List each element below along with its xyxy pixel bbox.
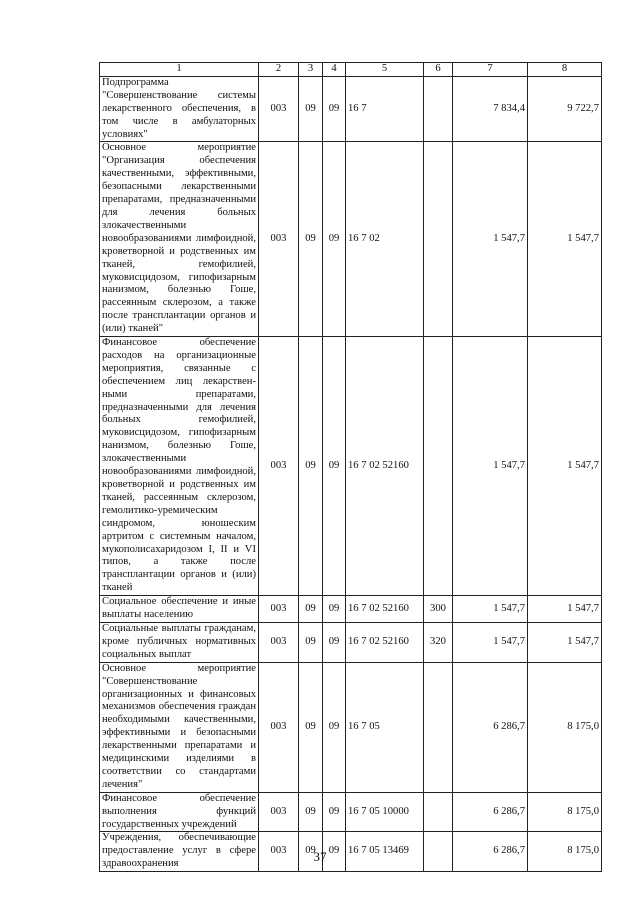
subsection-code: 09 [323,596,346,623]
amount-year-1: 6 286,7 [453,832,528,872]
table-row [100,76,602,142]
item-name: Основное мероприятие "Организация обеспечения качественными, эффективными, безопасными лекарственными препаратами, предназначенными для лечения больных злокачественными новообразованиями лимфоидной, кроветворной и родственных им тканей, гемофилией, муковисцидозом, гипофизарным нанизмом, болезнью Гоше, рассеянным склерозом, а также после трансплантации органов и (или) тканей" [100,142,259,337]
table-row [100,596,602,623]
column-header: 2 [259,63,299,77]
amount-year-2: 8 175,0 [528,832,602,872]
target-code: 16 7 [346,76,424,142]
item-name: Финансовое обеспечение расходов на организационные мероприятия, связанные с обеспечением лиц лекарствен-ными препаратами, предназначенными для лечения больных гемофилией, муковисцидозом, гипофизарным нанизмом, болезнью Гоше, злокачественными новообразованиями лимфоидной, кроветворной и родственных им тканей, рассеянным склерозом, гемолитико-уремическим синдромом, юношеским артритом с системным началом, мукополисахаридозом I, II и VI типов, а также после трансплантации органов и (или) тканей [100,337,259,596]
admin-code: 003 [259,76,299,142]
section-code: 09 [299,622,323,662]
subsection-code: 09 [323,792,346,832]
item-name: Основное мероприятие "Совершенствование организационных и финансовых механизмов обеспечения граждан необходимыми качественными, эффективными и безопасными лекарственными препаратами и медицинскими изделиями в соответствии со стандартами лечения" [100,662,259,792]
admin-code: 003 [259,622,299,662]
admin-code: 003 [259,832,299,872]
admin-code: 003 [259,337,299,596]
table-header-row [100,63,602,77]
expense-type [424,76,453,142]
subsection-code: 09 [323,662,346,792]
target-code: 16 7 02 52160 [346,337,424,596]
expense-type [424,792,453,832]
table-row [100,662,602,792]
amount-year-1: 6 286,7 [453,662,528,792]
column-header: 3 [299,63,323,77]
target-code: 16 7 02 52160 [346,622,424,662]
admin-code: 003 [259,142,299,337]
subsection-code: 09 [323,76,346,142]
column-header: 8 [528,63,602,77]
target-code: 16 7 05 13469 [346,832,424,872]
amount-year-1: 1 547,7 [453,622,528,662]
item-name: Учреждения, обеспечивающие предоставление услуг в сфере здравоохранения [100,832,259,872]
section-code: 09 [299,76,323,142]
table-row [100,792,602,832]
target-code: 16 7 02 [346,142,424,337]
target-code: 16 7 05 10000 [346,792,424,832]
expense-type [424,142,453,337]
section-code: 09 [299,832,323,872]
subsection-code: 09 [323,142,346,337]
column-header: 4 [323,63,346,77]
section-code: 09 [299,596,323,623]
section-code: 09 [299,337,323,596]
item-name: Подпрограмма "Совершенствование системы лекарственного обеспечения, в том числе в амбулаторных условиях" [100,76,259,142]
target-code: 16 7 02 52160 [346,596,424,623]
amount-year-2: 8 175,0 [528,792,602,832]
table-row [100,142,602,337]
amount-year-2: 1 547,7 [528,142,602,337]
column-header: 5 [346,63,424,77]
expense-type [424,337,453,596]
item-name: Социальные выплаты гражданам, кроме публичных нормативных социальных выплат [100,622,259,662]
subsection-code: 09 [323,337,346,596]
expense-type [424,662,453,792]
admin-code: 003 [259,792,299,832]
section-code: 09 [299,662,323,792]
column-header: 7 [453,63,528,77]
column-header: 1 [100,63,259,77]
admin-code: 003 [259,662,299,792]
expense-type: 320 [424,622,453,662]
item-name: Финансовое обеспечение выполнения функций государственных учреждений [100,792,259,832]
section-code: 09 [299,142,323,337]
amount-year-1: 1 547,7 [453,142,528,337]
expense-type: 300 [424,596,453,623]
page-number: 37 [313,849,327,864]
item-name: Социальное обеспечение и иные выплаты населению [100,596,259,623]
budget-table [99,62,602,872]
amount-year-1: 1 547,7 [453,596,528,623]
subsection-code: 09 [323,832,346,872]
column-header: 6 [424,63,453,77]
amount-year-2: 1 547,7 [528,622,602,662]
admin-code: 003 [259,596,299,623]
target-code: 16 7 05 [346,662,424,792]
amount-year-2: 8 175,0 [528,662,602,792]
amount-year-1: 7 834,4 [453,76,528,142]
amount-year-2: 1 547,7 [528,596,602,623]
amount-year-1: 1 547,7 [453,337,528,596]
section-code: 09 [299,792,323,832]
amount-year-2: 1 547,7 [528,337,602,596]
table-row [100,337,602,596]
subsection-code: 09 [323,622,346,662]
amount-year-1: 6 286,7 [453,792,528,832]
amount-year-2: 9 722,7 [528,76,602,142]
table-row [100,622,602,662]
